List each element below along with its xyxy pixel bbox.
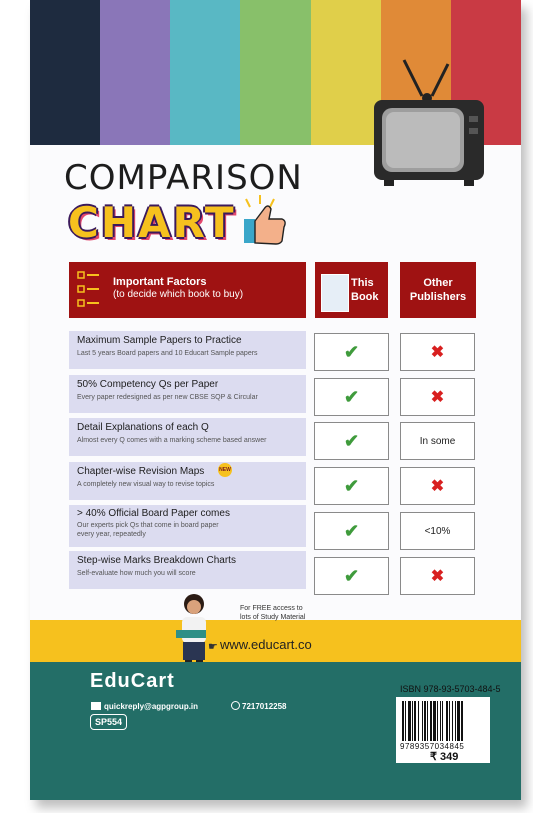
this-book-cell [314,422,389,460]
cross-icon: ✖ [430,344,445,361]
barcode-number: 9789357034845 [400,742,465,751]
isbn: ISBN 978-93-5703-484-5 [400,684,501,694]
barcode-bar [455,701,456,741]
barcode-bar [405,701,406,741]
product-code: SP554 [90,714,127,730]
other-cell [400,467,475,505]
student-illustration [158,590,228,668]
whatsapp-icon [231,701,240,710]
this-book-cell [314,378,389,416]
other-cell [400,557,475,595]
pointer-icon: ☛ [208,641,218,653]
checklist-icon [77,270,101,310]
barcode-bar [424,701,426,741]
free-access-line2: lots of Study Material [240,614,306,621]
other-cell-text: <10% [424,525,451,537]
table-header-factors [69,262,306,318]
table-header-other [400,262,476,318]
row-title: 50% Competency Qs per Paper [77,379,219,390]
barcode-bar [461,701,463,741]
row-description: Almost every Q comes with a marking scheme based answer [77,437,267,444]
row-description: Every paper redesigned as per new CBSE SQP & Circular [77,394,258,401]
row-description: Self-evaluate how much you will score [77,570,196,577]
retro-tv-icon [370,58,488,188]
row-title: Detail Explanations of each Q [77,422,209,433]
free-access-line1: For FREE access to [240,605,303,612]
row-title: Maximum Sample Papers to Practice [77,335,242,346]
other-cell [400,422,475,460]
barcode-bar [402,701,404,741]
factors-subtitle: (to decide which book to buy) [113,289,244,300]
barcode-bar [433,701,436,741]
website-url: www.educart.co [220,637,312,652]
barcode-bar [422,701,423,741]
this-book-cell [314,333,389,371]
this-book-cell [314,467,389,505]
this-book-cell [314,557,389,595]
barcode-bar [442,701,443,741]
row-description: Our experts pick Qs that come in board paper [77,522,219,529]
other-cell-text: In some [419,435,456,447]
free-access-text [240,604,305,622]
barcode-bar [457,701,460,741]
row-title: > 40% Official Board Paper comes [77,508,230,519]
barcode [402,701,484,741]
cross-icon: ✖ [430,568,445,585]
barcode-bar [408,701,411,741]
other-cell [400,378,475,416]
barcode-bar [440,701,441,741]
check-icon: ✔ [343,520,360,541]
this-book-cell [314,512,389,550]
table-header-this-book [315,262,388,318]
check-icon: ✔ [343,386,360,407]
cross-icon: ✖ [430,389,445,406]
check-icon: ✔ [343,341,360,362]
price: ₹ 349 [430,751,459,763]
new-badge: NEW [218,463,232,477]
barcode-bar [430,701,432,741]
check-icon: ✔ [343,565,360,586]
barcode-bar [427,701,428,741]
check-icon: ✔ [343,430,360,451]
book-thumbnail [321,274,349,312]
row-description-line2: every year, repeatedly [77,531,146,538]
row-description: A completely new visual way to revise topics [77,481,215,488]
other-cell [400,512,475,550]
other-cell [400,333,475,371]
stripe [170,0,240,145]
barcode-bar [446,701,448,741]
stripe [30,0,100,145]
barcode-bar [412,701,413,741]
check-icon: ✔ [343,475,360,496]
barcode-bar [418,701,419,741]
book-back-cover [30,0,521,800]
mail-icon [91,702,101,710]
contact-email: quickreply@agpgroup.in [104,702,199,711]
barcode-bar [452,701,453,741]
stripe [240,0,310,145]
page-subtitle: CHART [68,198,236,247]
factors-title: Important Factors [113,276,207,288]
row-title: Chapter-wise Revision Maps [77,466,205,477]
barcode-bar [449,701,450,741]
educart-logo: EduCart [90,670,175,692]
page-title: COMPARISON [64,158,303,198]
stripe [100,0,170,145]
row-description: Last 5 years Board papers and 10 Educart Sample papers [77,350,258,357]
cross-icon: ✖ [430,478,445,495]
barcode-bar [414,701,416,741]
this-book-label: This Book [351,277,379,303]
contact-phone: 7217012258 [242,702,287,711]
thumbs-up-icon [240,195,290,247]
row-title: Step-wise Marks Breakdown Charts [77,555,236,566]
barcode-bar [437,701,438,741]
other-publishers-label: Other Publishers [409,277,467,303]
